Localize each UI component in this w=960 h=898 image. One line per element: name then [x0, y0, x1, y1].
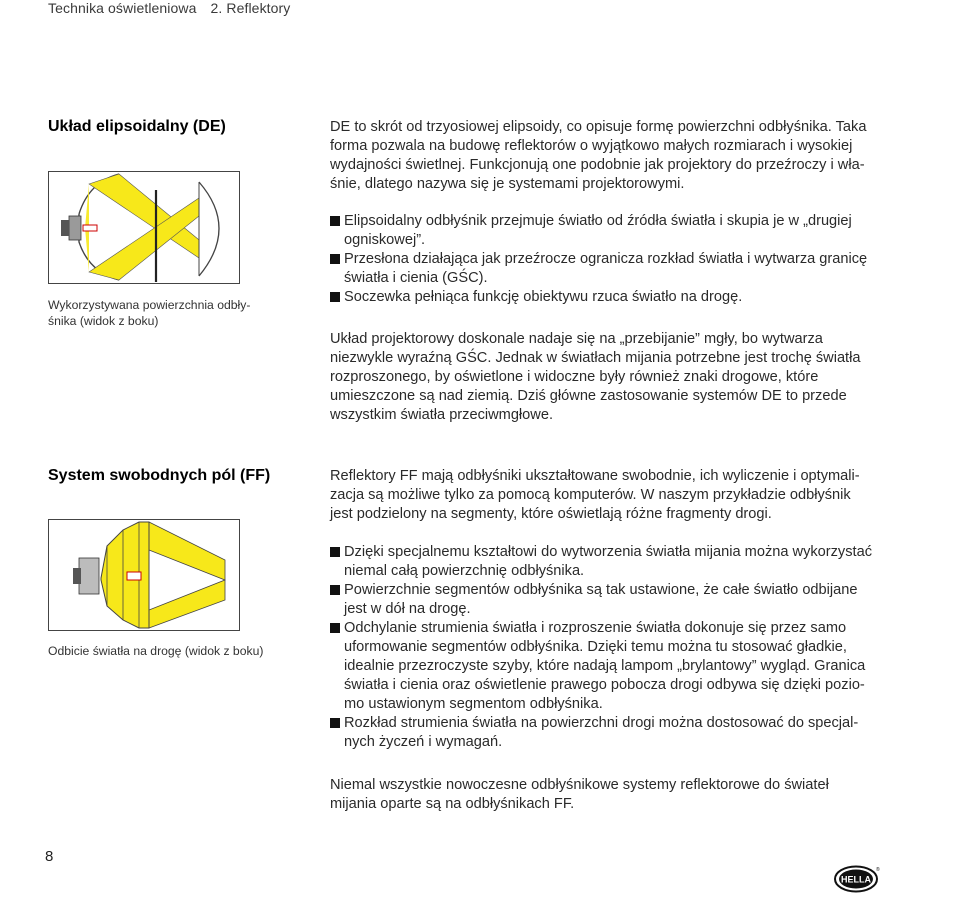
de-closing-line: niezwykle wyraźną GŚC. Jednak w światłach mijania potrzebne jest trochę światła	[330, 350, 861, 366]
de-intro-line: śnie, dlatego nazywa się je systemami projektorowymi.	[330, 176, 685, 192]
de-caption-line: śnika (widok z boku)	[48, 314, 159, 328]
ff-intro	[330, 467, 930, 524]
ff-bullet-line: Rozkład strumienia światła na powierzchni drogi można dostosować do specjal-	[344, 715, 859, 731]
de-bullet	[330, 250, 940, 288]
de-intro-line: forma pozwala na budowę reflektorów o wyjątkowo małych rozmiarach i wysokiej	[330, 138, 853, 154]
ff-bullet	[330, 619, 940, 714]
running-header	[48, 0, 300, 16]
ff-intro-line: jest podzielony na segmenty, które oświetlają różne fragmenty drogi.	[330, 506, 772, 522]
de-closing	[330, 330, 930, 425]
header-section: Technika oświetleniowa	[48, 0, 197, 16]
ff-bullet	[330, 543, 940, 581]
ff-reflector-figure	[48, 519, 240, 631]
de-closing-line: rozproszonego, by oświetlone i widoczne były również znaki drogowe, które	[330, 369, 819, 385]
ff-closing-line: Niemal wszystkie nowoczesne odbłyśnikowe systemy reflektorowe do świateł	[330, 777, 829, 793]
hella-logo	[834, 865, 880, 893]
ff-bulb	[127, 572, 141, 580]
bulb-filament	[83, 225, 97, 231]
de-lens	[199, 182, 219, 276]
de-closing-line: Układ projektorowy doskonale nadaje się na „przebijanie” mgły, bo wytwarza	[330, 331, 823, 347]
hella-logo-icon	[834, 865, 880, 893]
svg-text:®: ®	[876, 867, 880, 873]
ff-bullet	[330, 714, 940, 752]
ff-beam-upper	[149, 522, 225, 580]
ff-bullet	[330, 581, 940, 619]
ff-lamp-socket	[79, 558, 99, 594]
de-bullet-line: Elipsoidalny odbłyśnik przejmuje światło od źródła światła i skupia je w „drugiej	[344, 213, 852, 229]
de-bullet	[330, 288, 940, 307]
de-bullet	[330, 212, 940, 250]
header-chapter: 2. Reflektory	[210, 0, 291, 16]
ff-bullet-line: mo ustawionym segmentom odbłyśnika.	[344, 696, 603, 712]
de-reflector-diagram	[49, 172, 239, 283]
ff-bullet-line: idealnie przezroczyste szyby, które nadają lampom „brylantowy” wygląd. Granica	[344, 658, 866, 674]
ff-closing-line: mijania oparte są na odbłyśnikach FF.	[330, 796, 575, 812]
de-closing-line: wszystkim światła przeciwmgłowe.	[330, 407, 554, 423]
ff-caption: Odbicie światła na drogę (widok z boku)	[48, 644, 264, 658]
ff-beam-lower	[149, 580, 225, 628]
ff-intro-line: zacja są możliwe tylko za pomocą komputerów. W naszym przykładzie odbłyśnik	[330, 487, 851, 503]
ff-bullet-line: Powierzchnie segmentów odbłyśnika są tak ustawione, że całe światło odbijane	[344, 582, 858, 598]
ff-bullet-line: jest w dół na drogę.	[344, 601, 471, 617]
de-intro	[330, 118, 930, 194]
logo-text: HELLA	[841, 874, 871, 885]
ff-bullet-list	[330, 543, 940, 752]
de-reflector-figure	[48, 171, 240, 284]
ff-bullet-line: Odchylanie strumienia światła i rozproszenie światła dokonuje się przez samo	[344, 620, 847, 636]
de-bullet-line: ogniskowej”.	[344, 232, 426, 248]
ff-lamp-base	[73, 568, 81, 584]
de-closing-line: umieszczone są nad ziemią. Dziś główne zastosowanie systemów DE to przede	[330, 388, 847, 404]
ff-bullet-line: niemal całą powierzchnię odbłyśnika.	[344, 563, 585, 579]
ff-bullet-line: nych życzeń i wymagań.	[344, 734, 503, 750]
de-bullet-line: światła i cienia (GŚC).	[344, 270, 488, 286]
de-section-title: Układ elipsoidalny (DE)	[48, 118, 226, 135]
lamp-socket	[69, 216, 81, 240]
ff-bullet-line: uformowanie segmentów odbłyśnika. Dzięki temu można tu stosować gładkie,	[344, 639, 847, 655]
ff-bullet-line: Dzięki specjalnemu kształtowi do wytworzenia światła mijania można wykorzystać	[344, 544, 872, 560]
de-intro-line: DE to skrót od trzyosiowej elipsoidy, co opisuje formę powierzchni odbłyśnika. Taka	[330, 119, 867, 135]
de-intro-line: wydajności świetlnej. Funkcjonują one podobnie jak projektory do przeźroczy i wła-	[330, 157, 865, 173]
de-bullet-list	[330, 212, 940, 307]
ff-intro-line: Reflektory FF mają odbłyśniki ukształtowane swobodnie, ich wyliczenie i optymali-	[330, 468, 860, 484]
ff-section-title: System swobodnych pól (FF)	[48, 467, 271, 484]
de-bullet-line: Soczewka pełniąca funkcję obiektywu rzuca światło na drogę.	[344, 289, 743, 305]
ff-reflector-diagram	[49, 520, 239, 630]
page-number: 8	[45, 848, 54, 865]
de-caption	[48, 297, 258, 329]
de-bullet-line: Przesłona działająca jak przeźrocze ogranicza rozkład światła i wytwarza granicę	[344, 251, 868, 267]
ff-reflector-segments	[101, 522, 149, 628]
lamp-base	[61, 220, 69, 236]
ff-bullet-line: światła i cienia oraz oświetlenie prawego pobocza drogi odbywa się dzięki pozio-	[344, 677, 865, 693]
de-caption-line: Wykorzystywana powierzchnia odbły-	[48, 298, 251, 312]
ff-closing	[330, 776, 930, 814]
